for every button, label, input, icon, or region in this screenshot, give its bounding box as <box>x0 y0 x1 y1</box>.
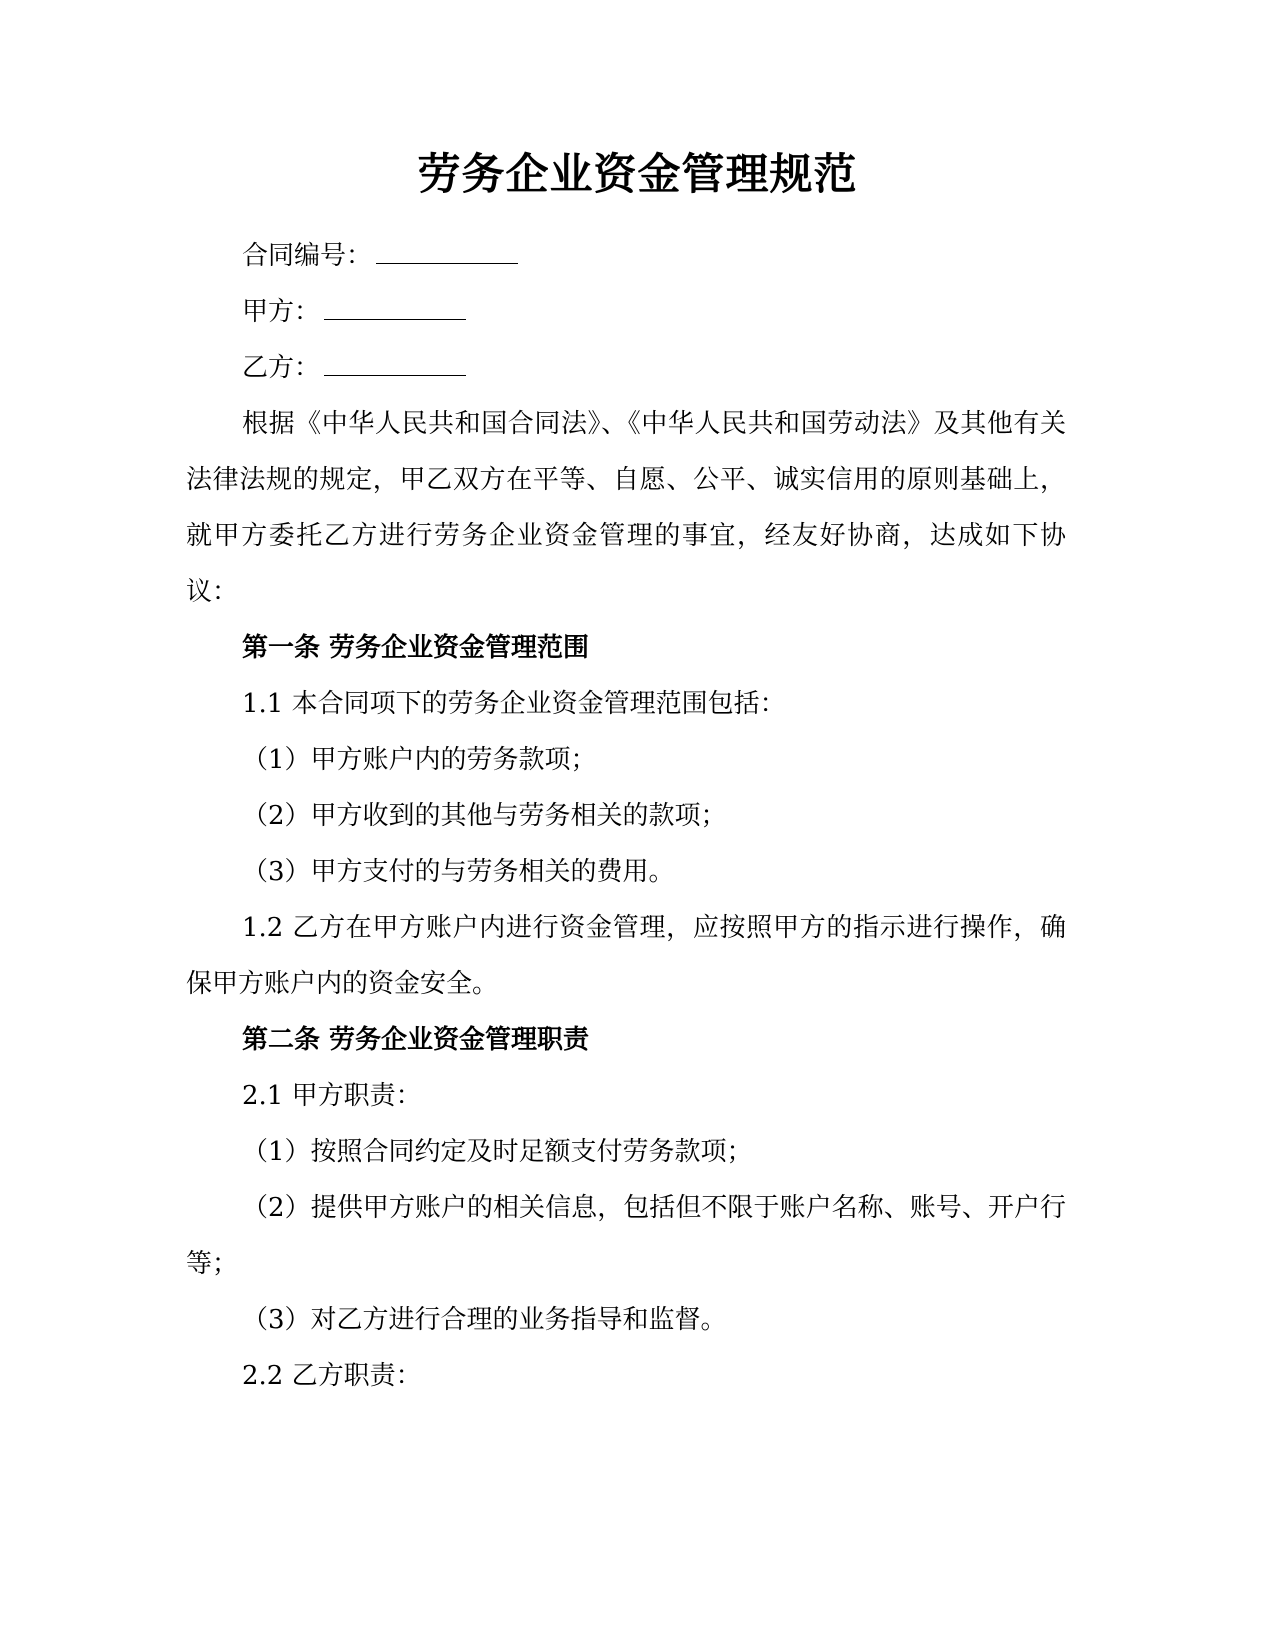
party-a-label: 甲方： <box>242 297 321 327</box>
clause-2-1-item-3: （3）对乙方进行合理的业务指导和监督。 <box>242 1305 727 1335</box>
document-title: 劳务企业资金管理规范 <box>417 150 858 200</box>
clause-2-2: 2.2 乙方职责： <box>242 1361 422 1391</box>
party-a-blank <box>324 301 466 320</box>
clause-2-1-item-1: （1）按照合同约定及时足额支付劳务款项； <box>242 1137 753 1167</box>
preamble-paragraph: 根据《中华人民共和国合同法》、《中华人民共和国劳动法》及其他有关法律法规的规定，甲乙双方在平等、自愿、公平、诚实信用的原则基础上，就甲方委托乙方进行劳务企业资金管理的事宜，经友好协商，达成如下协议： <box>186 409 1066 607</box>
clause-1-1-item-1: （1）甲方账户内的劳务款项； <box>242 745 597 775</box>
party-b-field <box>186 340 1066 396</box>
party-a-field <box>186 284 1066 340</box>
contract-number-field <box>186 228 1066 284</box>
article-1-heading: 第一条 劳务企业资金管理范围 <box>242 633 590 663</box>
contract-number-blank <box>376 245 518 264</box>
party-b-blank <box>324 357 466 376</box>
clause-1-1: 1.1 本合同项下的劳务企业资金管理范围包括： <box>242 689 786 719</box>
clause-2-1-item-2: （2）提供甲方账户的相关信息，包括但不限于账户名称、账号、开户行等； <box>186 1193 1066 1279</box>
document-body <box>186 228 1066 1404</box>
clause-1-1-item-2: （2）甲方收到的其他与劳务相关的款项； <box>242 801 727 831</box>
party-b-label: 乙方： <box>242 353 321 383</box>
clause-1-1-item-3: （3）甲方支付的与劳务相关的费用。 <box>242 857 675 887</box>
contract-number-label: 合同编号： <box>242 241 373 271</box>
article-2-heading: 第二条 劳务企业资金管理职责 <box>242 1025 590 1055</box>
clause-2-1: 2.1 甲方职责： <box>242 1081 422 1111</box>
clause-1-2: 1.2 乙方在甲方账户内进行资金管理，应按照甲方的指示进行操作，确保甲方账户内的资金安全。 <box>186 913 1066 999</box>
